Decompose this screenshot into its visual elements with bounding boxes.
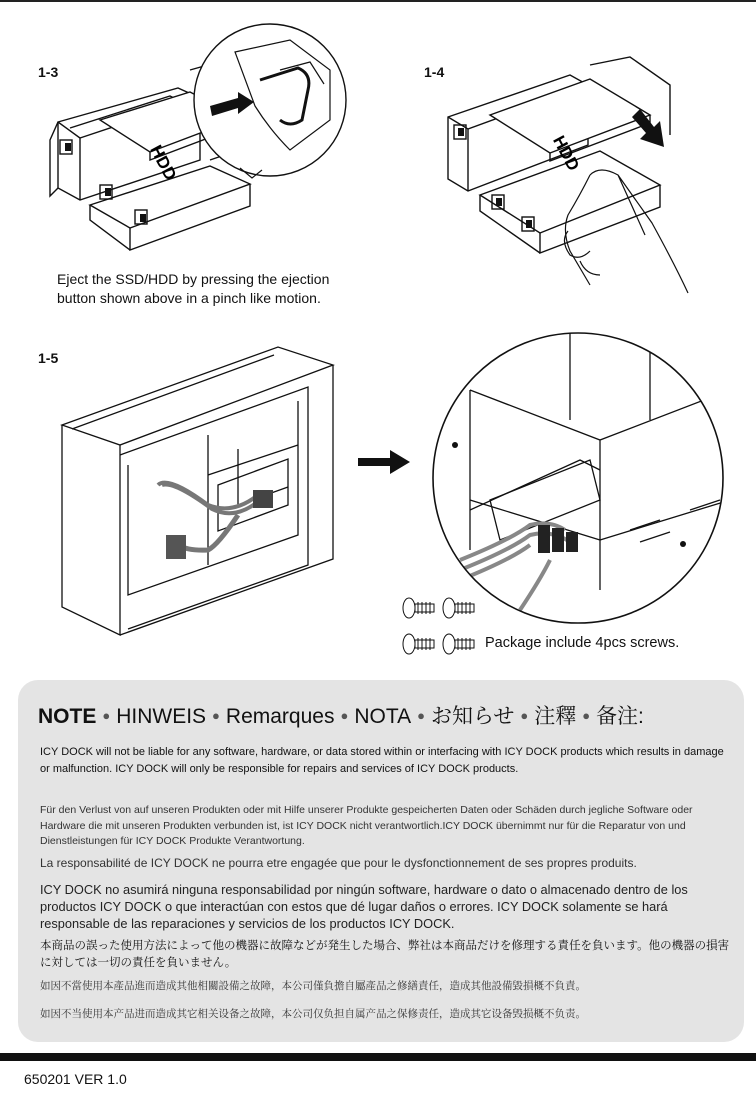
note-traditional-chinese: 如因不當使用本產品進而造成其他相關設備之故障，本公司僅負擔自屬產品之修繕責任，造成其他設備毀損概不負責。 — [40, 980, 586, 992]
separator-dot: ● — [520, 708, 529, 723]
figure-eject-step-1-3 — [40, 10, 370, 272]
note-spanish: ICY DOCK no asumirá ninguna responsabilidad por ningún software, hardware o dato o almacenado dentro de los productos ICY DOCK o que interactúan con estos que dé lugar daños o errores. ICY DOCK solamente se hará responsable de las reparaciones y servicios de los productos ICY DOCK. — [40, 882, 688, 931]
eject-caption — [57, 270, 329, 308]
note-title: NOTE — [38, 705, 97, 728]
step-label-1-3: 1-3 — [38, 64, 59, 80]
note-lang-zh-tw: 注釋 — [534, 705, 577, 728]
step-label-1-4: 1-4 — [424, 64, 445, 80]
eject-caption-line-2: button shown above in a pinch like motion. — [57, 290, 321, 306]
note-lang-fr: Remarques — [225, 705, 335, 728]
right-arrow-icon — [358, 450, 410, 474]
separator-dot: ● — [417, 708, 425, 723]
top-rule — [0, 0, 756, 2]
separator-dot: ● — [212, 708, 220, 723]
footer-rule — [0, 1053, 756, 1061]
eject-caption-line-1: Eject the SSD/HDD by pressing the ejection — [57, 271, 330, 287]
note-lang-ja: お知らせ — [430, 705, 515, 728]
note-heading — [38, 700, 644, 730]
separator-dot: ● — [582, 708, 591, 723]
screws-group — [400, 594, 480, 660]
note-japanese: 本商品の誤った使用方法によって他の機器に故障などが発生した場合、弊社は本商品だけを修理する責任を負います。他の機器の損害に対しては一切の責任を負いません。 — [40, 940, 730, 969]
hdd-label-1-3: HDD — [146, 142, 181, 184]
screw-icon — [403, 634, 434, 654]
package-note: Package include 4pcs screws. — [485, 635, 680, 651]
separator-dot: ● — [340, 708, 349, 723]
screw-icon — [443, 598, 474, 618]
hdd-label-1-4: HDD — [549, 132, 584, 174]
figure-slide-out-step-1-4 — [440, 55, 710, 300]
note-french: La responsabilité de ICY DOCK ne pourra etre engagée que pour le dysfonctionnement de ses propres produits. — [40, 856, 637, 870]
figure-computer-case-1-5 — [58, 345, 338, 640]
note-simplified-chinese: 如因不当使用本产品进而造成其它相关设备之故障，本公司仅负担自属产品之保修责任，造成其它设备毁损概不负责。 — [40, 1008, 586, 1020]
step-label-1-5: 1-5 — [38, 350, 59, 366]
screw-icon — [443, 634, 474, 654]
note-german: Für den Verlust von auf unseren Produkten oder mit Hilfe unserer Produkte gespeicherten Daten oder Schäden durch jegliche Software oder Hardware die mit unseren Produkten verbunden ist, ist ICY DOCK nicht verantwortlich.ICY DOCK übernimmt nur für die Reparatur von und Dienstleistungen für ICY DOCK Produkte Verantwortung. — [40, 804, 693, 847]
separator-dot: ● — [102, 708, 111, 723]
note-box — [18, 680, 744, 1042]
figure-drive-bay-zoom — [430, 330, 726, 626]
note-lang-es: NOTA — [354, 705, 412, 728]
note-lang-de: HINWEIS — [116, 705, 207, 728]
note-english: ICY DOCK will not be liable for any software, hardware, or data stored within or interfacing with ICY DOCK products which results in damage or malfunction. ICY DOCK will only be responsible for repairs and services of ICY DOCK products. — [40, 746, 724, 775]
version-footer: 650201 VER 1.0 — [24, 1071, 127, 1087]
screw-icon — [403, 598, 434, 618]
note-lang-zh-cn: 备注: — [596, 705, 644, 728]
